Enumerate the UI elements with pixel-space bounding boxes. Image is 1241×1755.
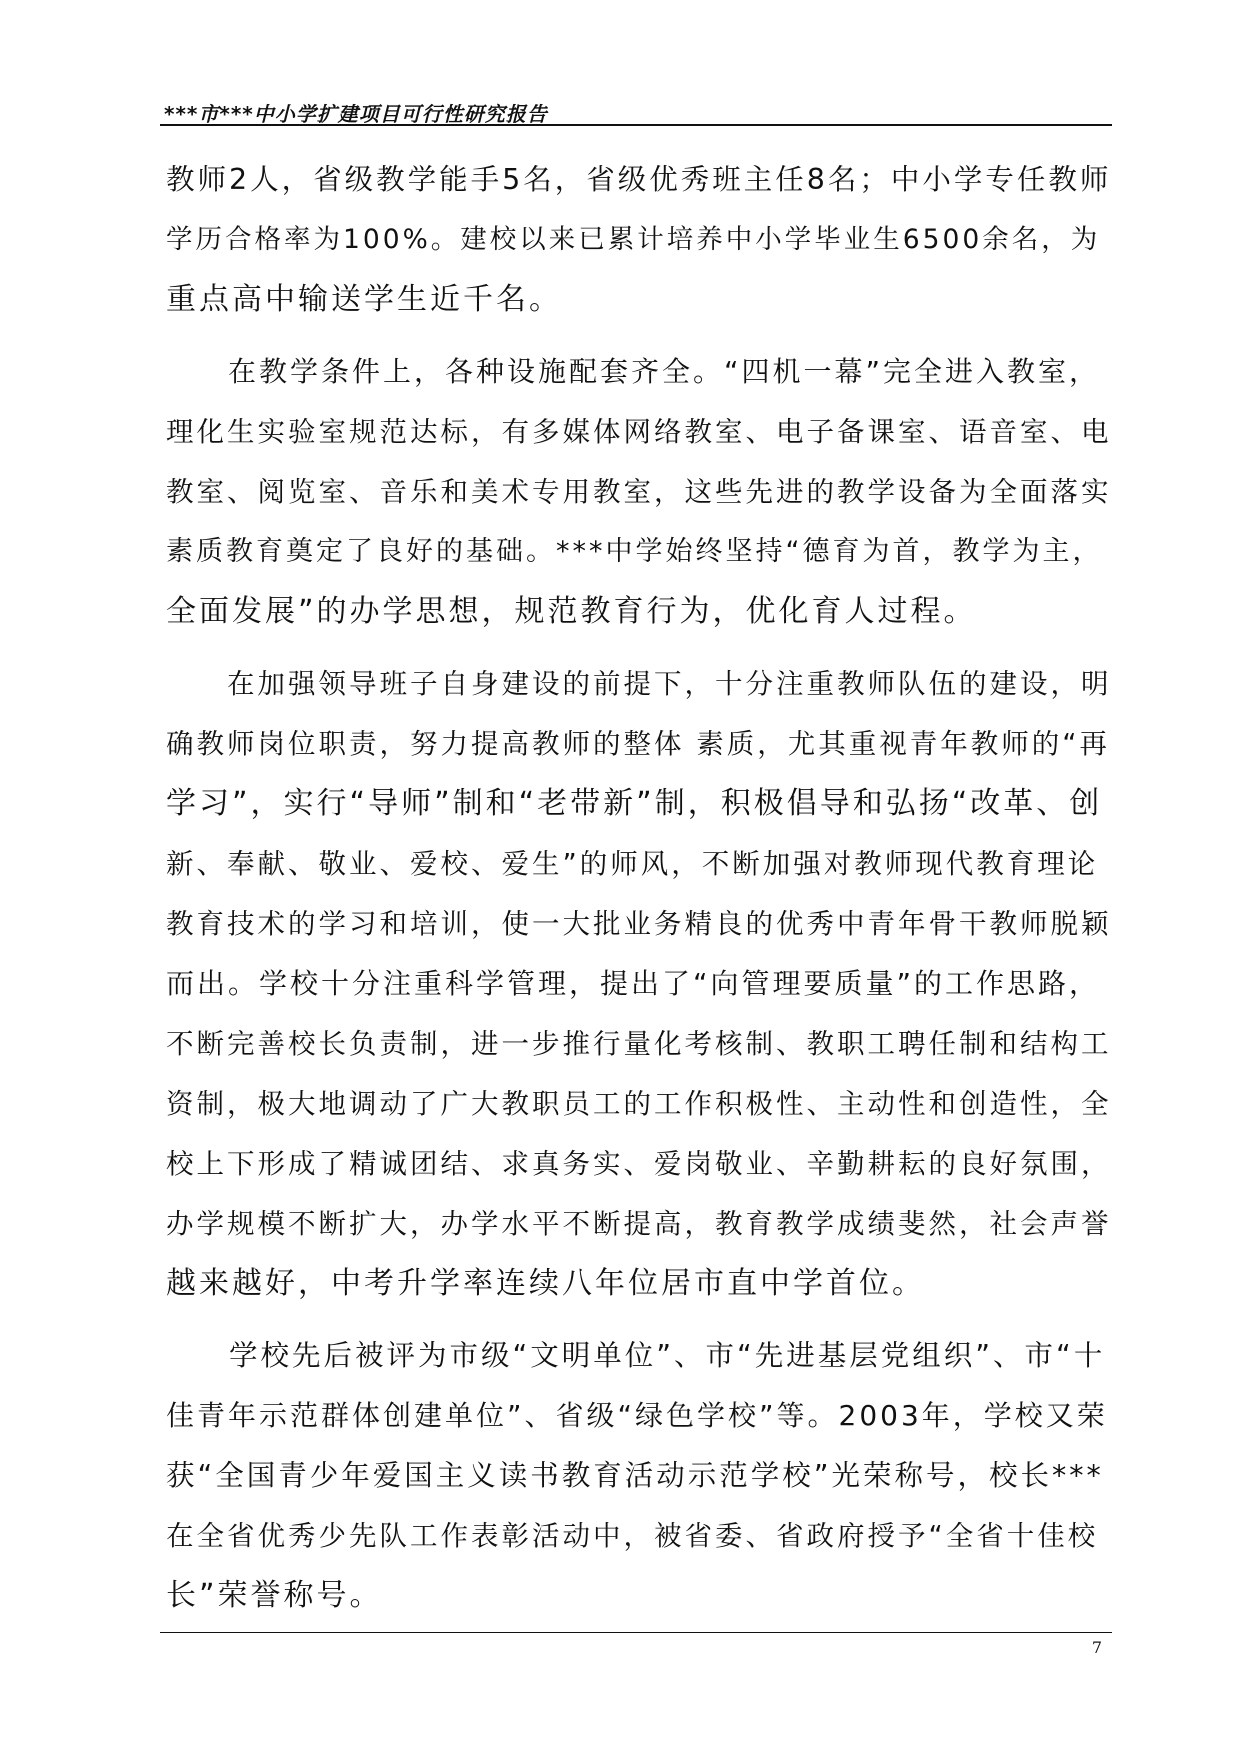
text-line: 理化生实验室规范达标，有多媒体网络教室、电子备课室、语音室、电 (166, 416, 1112, 448)
text-line: 教室、阅览室、音乐和美术专用教室，这些先进的教学设备为全面落实 (166, 476, 1112, 508)
text-line: 素质教育奠定了良好的基础。***中学始终坚持“德育为首，教学为主， (166, 536, 1103, 567)
text-line: 在加强领导班子自身建设的前提下，十分注重教师队伍的建设，明 (166, 668, 1112, 700)
text-line: 获“全国青少年爱国主义读书教育活动示范学校”光荣称号，校长*** (166, 1459, 1104, 1492)
footer-divider (160, 1632, 1112, 1633)
paragraph (166, 1326, 1112, 1626)
text-line: 不断完善校长负责制，进一步推行量化考核制、教职工聘任制和结构工 (166, 1028, 1112, 1060)
text-line: 长”荣誉称号。 (166, 1578, 383, 1613)
paragraph (166, 654, 1112, 1314)
text-line: 新、奉献、敬业、爱校、爱生”的师风，不断加强对教师现代教育理论 (166, 848, 1099, 880)
text-line: 学校先后被评为市级“文明单位”、市“先进基层党组织”、市“十 (166, 1339, 1106, 1372)
text-line: 越来越好，中考升学率连续八年位居市直中学首位。 (166, 1266, 925, 1301)
text-line: 教育技术的学习和培训，使一大批业务精良的优秀中青年骨干教师脱颖 (166, 908, 1112, 940)
text-line: 重点高中输送学生近千名。 (166, 282, 562, 317)
document-body (166, 150, 1112, 1626)
text-line: 在教学条件上，各种设施配套齐全。“四机一幕”完全进入教室， (166, 355, 1101, 388)
paragraph (166, 150, 1112, 330)
text-line: 全面发展”的办学思想，规范教育行为，优化育人过程。 (166, 594, 977, 629)
header-title: ***市***中小学扩建项目可行性研究报告 (164, 102, 548, 126)
text-line: 而出。学校十分注重科学管理，提出了“向管理要质量”的工作思路， (166, 967, 1101, 1000)
text-line: 在全省优秀少先队工作表彰活动中，被省委、省政府授予“全省十佳校 (166, 1520, 1099, 1552)
text-line: 学历合格率为100%。建校以来已累计培养中小学毕业生6500余名，为 (166, 224, 1101, 255)
text-line: 确教师岗位职责，努力提高教师的整体 素质，尤其重视青年教师的“再 (166, 728, 1110, 760)
text-line: 佳青年示范群体创建单位”、省级“绿色学校”等。2003年，学校又荣 (166, 1399, 1108, 1432)
text-line: 资制，极大地调动了广大教职员工的工作积极性、主动性和创造性，全 (166, 1088, 1112, 1120)
page-header (160, 94, 1112, 126)
text-line: 校上下形成了精诚团结、求真务实、爱岗敬业、辛勤耕耘的良好氛围， (166, 1148, 1112, 1180)
page-number: 7 (1091, 1638, 1102, 1657)
text-line: 办学规模不断扩大，办学水平不断提高，教育教学成绩斐然，社会声誉 (166, 1208, 1112, 1240)
text-line: 学习”，实行“导师”制和“老带新”制，积极倡导和弘扬“改革、创 (166, 786, 1103, 821)
paragraph (166, 342, 1112, 642)
text-line: 教师2人，省级教学能手5名，省级优秀班主任8名；中小学专任教师 (166, 163, 1112, 196)
